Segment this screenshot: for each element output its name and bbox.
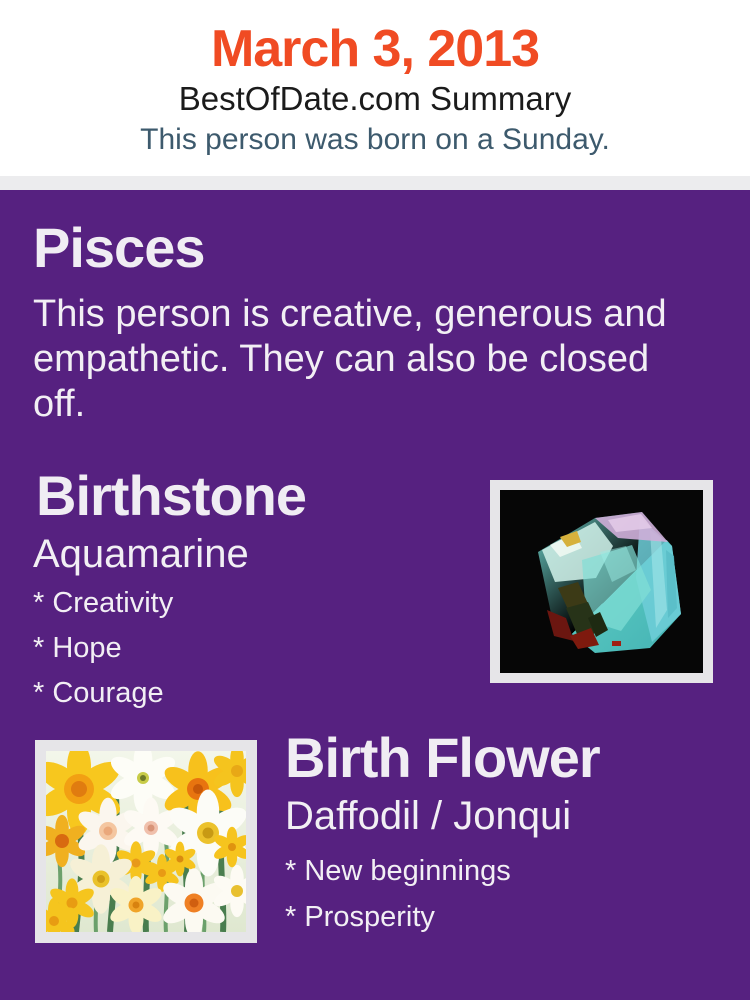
zodiac-heading: Pisces xyxy=(33,216,205,279)
birthstone-trait: * Courage xyxy=(33,677,164,709)
divider-band xyxy=(0,176,750,190)
site-summary-label: BestOfDate.com Summary xyxy=(178,79,572,117)
content-panel xyxy=(0,190,750,1000)
daffodil-flowers-image xyxy=(35,740,257,943)
birth-flower-trait: * Prosperity xyxy=(285,901,435,933)
birthstone-heading: Birthstone xyxy=(36,464,306,527)
daffodil-flowers-illustration xyxy=(46,751,246,932)
birth-flower-name: Daffodil / Jonqui xyxy=(285,794,572,838)
birthstone-trait: * Hope xyxy=(33,632,122,664)
zodiac-description: This person is creative, generous and empathetic. They can also be closed off. xyxy=(33,293,667,425)
birthstone-trait: * Creativity xyxy=(33,587,174,619)
weekday-note: This person was born on a Sunday. xyxy=(140,122,610,156)
page-title-date: March 3, 2013 xyxy=(210,20,540,78)
birth-flower-heading: Birth Flower xyxy=(285,726,600,789)
header xyxy=(0,0,750,176)
aquamarine-stone-image xyxy=(490,480,713,683)
birth-flower-trait: * New beginnings xyxy=(285,855,511,887)
birthstone-name: Aquamarine xyxy=(33,532,249,576)
aquamarine-stone-illustration xyxy=(500,490,703,673)
